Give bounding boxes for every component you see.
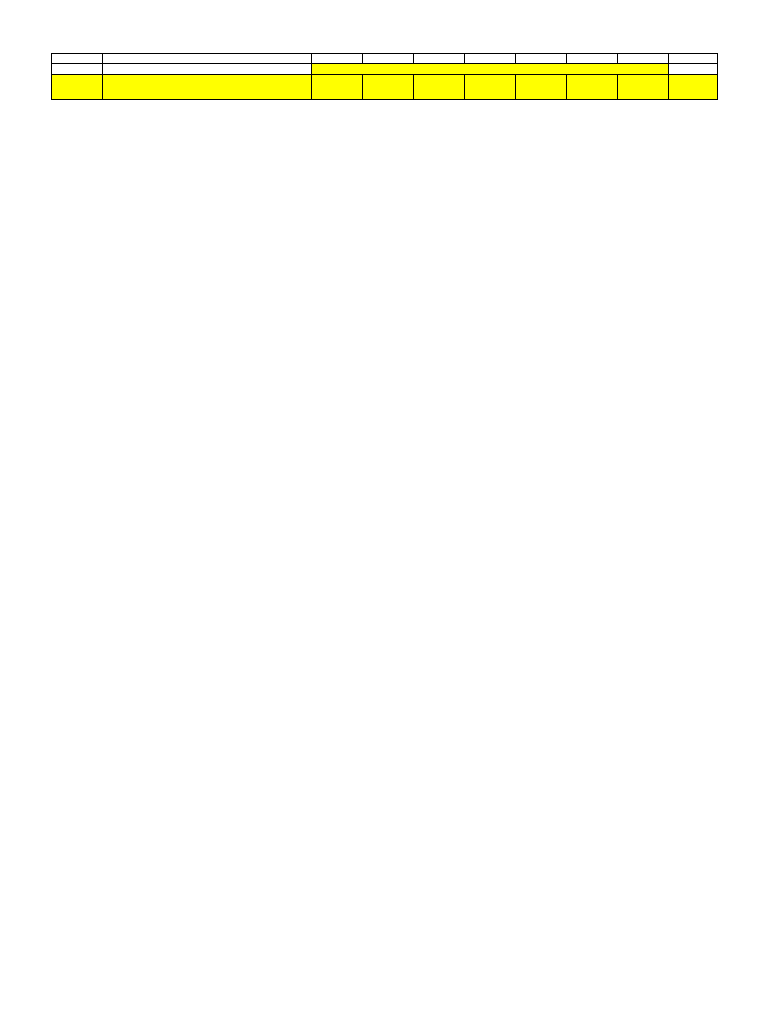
parcial-2-header (618, 75, 669, 100)
name-header (103, 75, 312, 100)
subject-row (52, 64, 718, 75)
column-header-row (52, 75, 718, 100)
trabajo-2-header (363, 75, 414, 100)
grades-table (51, 53, 718, 100)
nota-acumulada-header (669, 75, 718, 100)
blank-row (52, 54, 718, 64)
parcial-1-header (567, 75, 618, 100)
trabajo-4-header (465, 75, 516, 100)
trabajo-3-header (414, 75, 465, 100)
subject-title (312, 64, 669, 75)
ci-header (52, 75, 103, 100)
trabajo-1-header (312, 75, 363, 100)
trabajo-5-header (516, 75, 567, 100)
